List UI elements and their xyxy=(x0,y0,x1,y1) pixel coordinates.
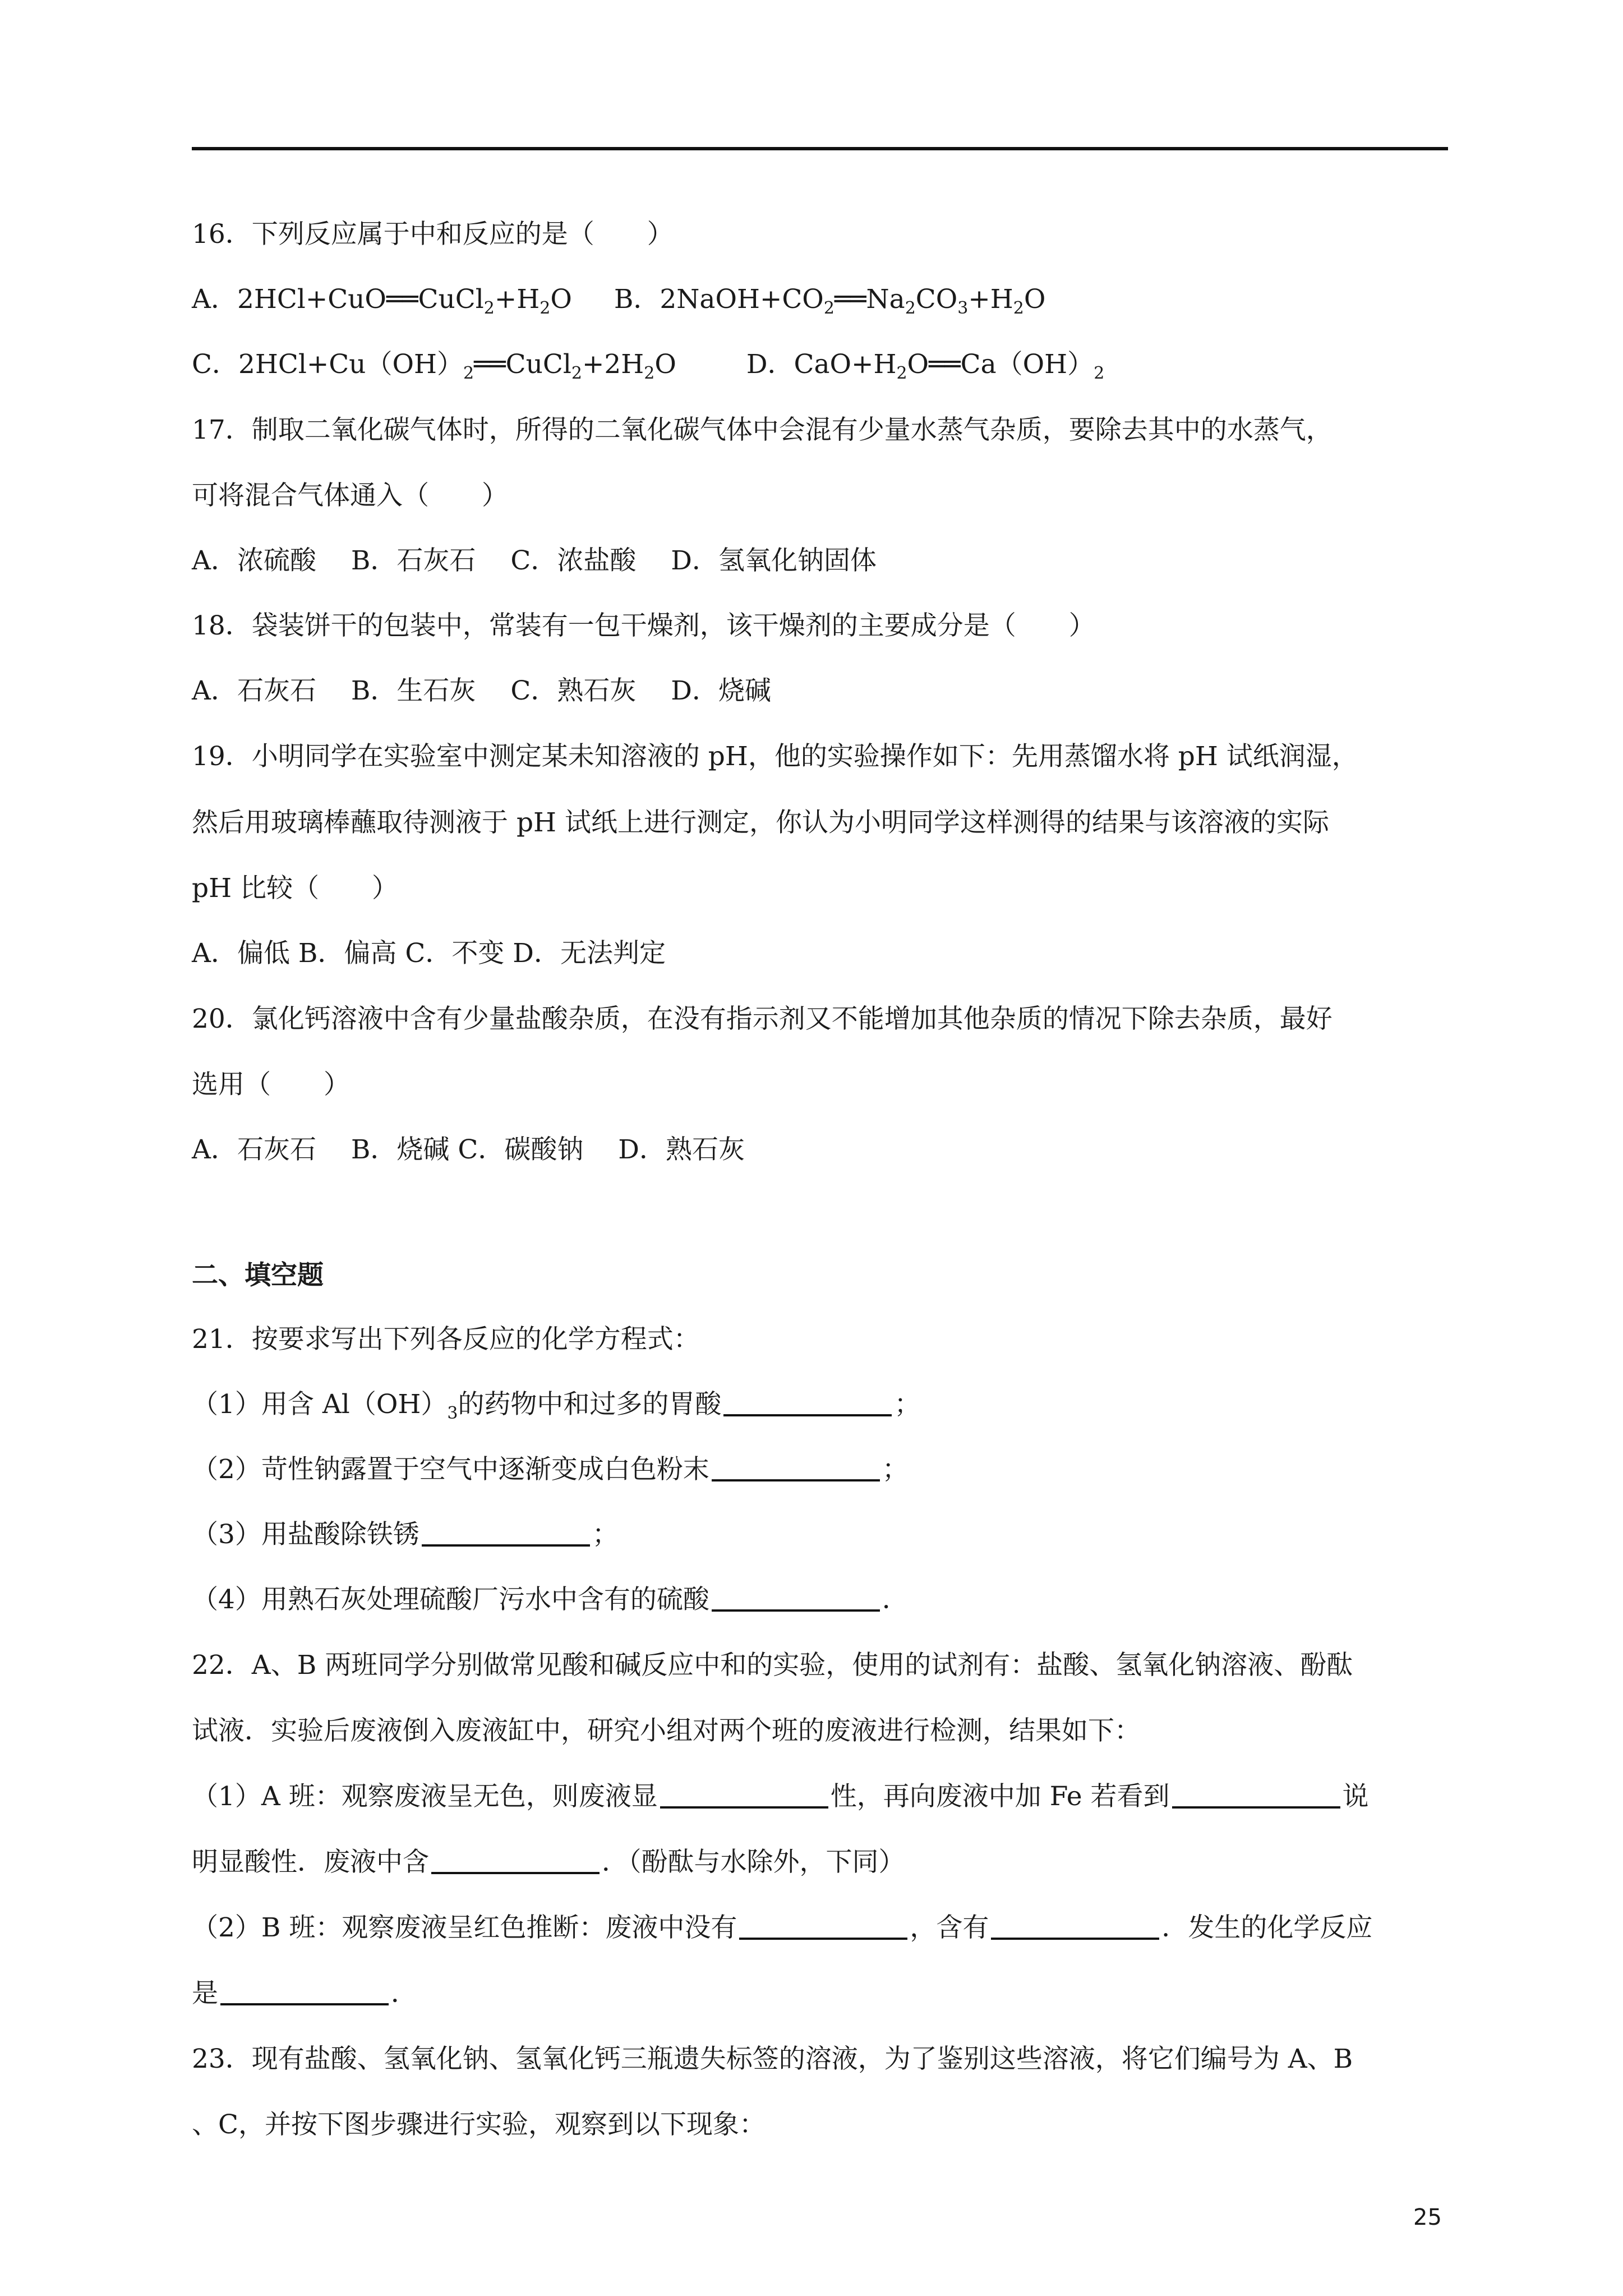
q22-class-b-line1: （2）B 班：观察废液呈红色推断：废液中没有 ，含有 ．发生的化学反应 xyxy=(192,1912,1373,1943)
q22-stem-line2: 试液．实验后废液倒入废液缸中，研究小组对两个班的废液进行检测，结果如下： xyxy=(192,1715,1141,1746)
answer-blank[interactable] xyxy=(422,1522,590,1547)
q19-stem-line1: 19．小明同学在实验室中测定某未知溶液的 pH，他的实验操作如下：先用蒸馏水将 pH 试纸润湿， xyxy=(192,741,1358,772)
page-content xyxy=(192,202,1448,2157)
page-number: 25 xyxy=(1413,2205,1442,2230)
q21-part4: （4）用熟石灰处理硫酸厂污水中含有的硫酸 ． xyxy=(192,1584,909,1615)
q20-stem-line1: 20．氯化钙溶液中含有少量盐酸杂质，在没有指示剂又不能增加其他杂质的情况下除去杂质，最好 xyxy=(192,1004,1332,1034)
answer-blank[interactable] xyxy=(660,1784,828,1809)
q17-options: A．浓硫酸 B．石灰石 C．浓盐酸 D．氢氧化钠固体 xyxy=(192,545,877,576)
q16-option-b: B．$2NaOH+CO_2══Na_2CO_3+H_2O$ xyxy=(614,284,1046,318)
answer-blank[interactable] xyxy=(431,1849,600,1874)
answer-blank[interactable] xyxy=(991,1915,1159,1940)
section-heading: 二、填空题 xyxy=(192,1260,324,1291)
q22-class-b-line2: 是 ． xyxy=(192,1978,417,2009)
header-rule xyxy=(192,147,1448,150)
answer-blank[interactable] xyxy=(220,1981,389,2005)
q16-options-ab xyxy=(192,267,1448,332)
answer-blank[interactable] xyxy=(712,1587,880,1612)
q21-part1: （1）用含 $Al(OH)_3$的药物中和过多的胃酸 ； xyxy=(192,1389,921,1423)
answer-blank[interactable] xyxy=(739,1915,907,1940)
q19-options: A．偏低 B．偏高 C．不变 D．无法判定 xyxy=(192,938,666,969)
q17-stem-line2: 可将混合气体通入（ ） xyxy=(192,480,508,511)
q16-option-d: D．$CaO+H_2O══Ca(OH)_2$ xyxy=(746,349,1105,383)
q16-option-c: C．$2HCl+Cu(OH)_2══CuCl_2+2H_2O$ xyxy=(192,349,676,383)
q18-stem: 18．袋装饼干的包装中，常装有一包干燥剂，该干燥剂的主要成分是（ ） xyxy=(192,610,1095,641)
q19-stem-line3: pH 比较（ ） xyxy=(192,873,399,904)
q20-options: A．石灰石 B．烧碱 C．碳酸钠 D．熟石灰 xyxy=(192,1134,745,1165)
q17-stem-line1: 17．制取二氧化碳气体时，所得的二氧化碳气体中会混有少量水蒸气杂质，要除去其中的水蒸气， xyxy=(192,415,1332,445)
q19-stem-line2: 然后用玻璃棒蘸取待测液于 pH 试纸上进行测定，你认为小明同学这样测得的结果与该溶液的实际 xyxy=(192,807,1329,838)
q23-stem-line1: 23．现有盐酸、氢氧化钠、氢氧化钙三瓶遗失标签的溶液，为了鉴别这些溶液，将它们编号为 A、B xyxy=(192,2044,1353,2074)
q16-options-cd xyxy=(192,332,1448,397)
q18-options: A．石灰石 B．生石灰 C．熟石灰 D．烧碱 xyxy=(192,675,771,706)
q21-stem: 21．按要求写出下列各反应的化学方程式： xyxy=(192,1324,700,1355)
answer-blank[interactable] xyxy=(723,1392,892,1416)
q22-class-a-line2: 明显酸性．废液中含 ．（酚酞与水除外，下同） xyxy=(192,1847,905,1878)
q22-stem-line1: 22．A、B 两班同学分别做常见酸和碱反应中和的实验，使用的试剂有：盐酸、氢氧化钠溶液、酚酞 xyxy=(192,1650,1353,1681)
q20-stem-line2: 选用（ ） xyxy=(192,1069,350,1100)
q16-stem: 16．下列反应属于中和反应的是（ ） xyxy=(192,219,674,250)
q21-part3: （3）用盐酸除铁锈 ； xyxy=(192,1519,619,1550)
answer-blank[interactable] xyxy=(1172,1784,1340,1809)
q23-stem-line2: 、C，并按下图步骤进行实验，观察到以下现象： xyxy=(192,2109,766,2140)
q21-part2: （2）苛性钠露置于空气中逐渐变成白色粉末 ； xyxy=(192,1454,909,1485)
q16-option-a: A．$2HCl+CuO══CuCl_2+H_2O$ xyxy=(192,284,572,318)
q22-class-a-line1: （1）A 班：观察废液呈无色，则废液显 性，再向废液中加 Fe 若看到 说 xyxy=(192,1781,1369,1812)
answer-blank[interactable] xyxy=(712,1457,880,1481)
